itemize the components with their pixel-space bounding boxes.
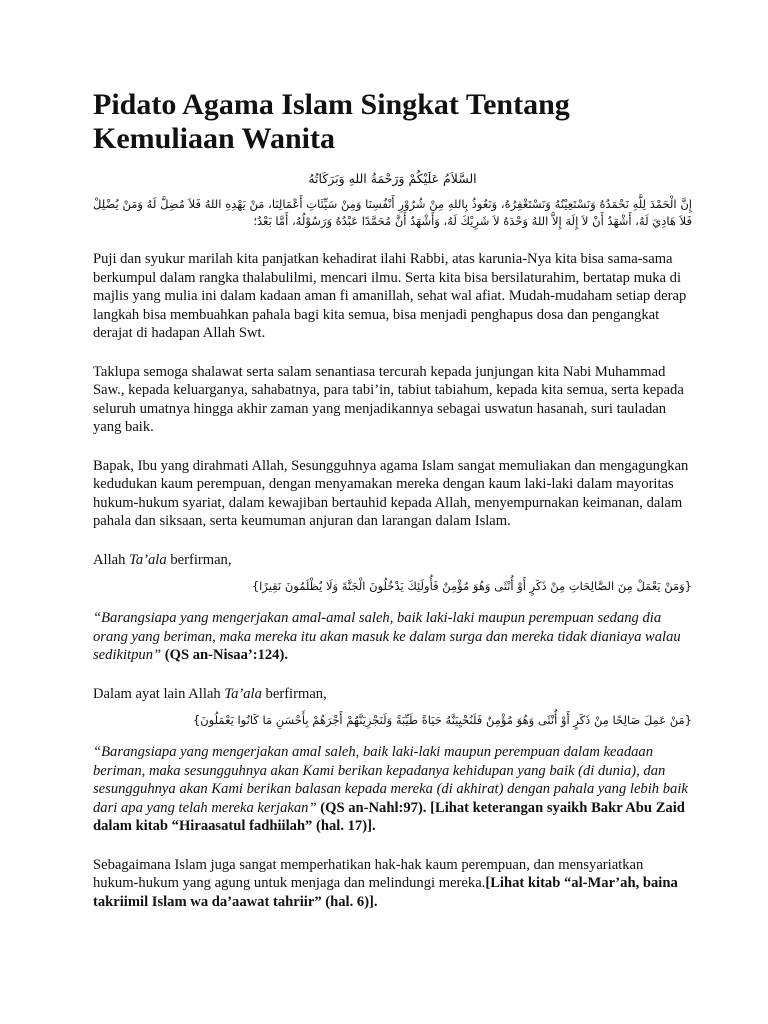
firman-post: berfirman, [261, 685, 327, 702]
translation-reference: (QS an-Nisaa’:124). [161, 647, 288, 663]
salam-arabic: السَّلاَمُ عَلَيْكُمْ وَرَحْمَةُ اللهِ وَبَرَكَاتُهُ [308, 171, 477, 186]
firman-italic: Ta’ala [129, 551, 167, 568]
verse-an-nahl-arabic: {مَنْ عَمِلَ صَالِحًا مِنْ ذَكَرٍ أَوْ أُنْثَى وَهُوَ مُؤْمِنٌ فَلَنُحْيِيَنَّهُ حَيَاةً طَيِّبَةً وَلَنَجْزِيَنَّهُمْ أَجْرَهُمْ بِأَحْسَنِ مَا كَانُوا يَعْمَلُونَ} [192, 713, 692, 727]
page-title: Pidato Agama Islam Singkat Tentang Kemuliaan Wanita [93, 88, 570, 155]
translation-an-nahl [93, 743, 692, 836]
paragraph-shalawat: Taklupa semoga shalawat serta salam senantiasa tercurah kepada junjungan kita Nabi Muhammad Saw., kepada keluarganya, sahabatnya, para tabi’in, tabiut tabiahum, kepada kita semua, serta kepada seluruh umatnya hingga akhir zaman yang menjadikannya sebagai uswatun hasanah, suri tauladan yang baik. [93, 363, 684, 435]
verse-an-nisaa-arabic: {وَمَنْ يَعْمَلْ مِنَ الصَّالِحَاتِ مِنْ ذَكَرٍ أَوْ أُنْثَى وَهُوَ مُؤْمِنٌ فَأُولَئِكَ يَدْخُلُونَ الْجَنَّةَ وَلَا يُظْلَمُونَ نَقِيرًا} [251, 579, 692, 593]
hamdalah-arabic: إِنَّ الْحَمْدَ لِلَّهِ نَحْمَدُهُ وَنَسْتَعِيْنُهُ وَنَسْتَغْفِرُهُ، وَنَعُوذُ بِاللهِ مِنْ شُرُوْرِ أَنْفُسِنَا وَمِنْ سَيِّئَاتِ أَعْمَالِنَا، مَنْ يَهْدِهِ اللهُ فَلاَ مُضِلَّ لَهُ وَمَنْ يُضْلِلْ فَلاَ هَادِيَ لَهُ، أَشْهَدُ أَنْ لاَ إِلَهَ إِلاَّ اللهُ وَحْدَهُ لاَ شَرِيْكَ لَهُ، وَأَشْهَدُ أَنَّ مُحَمَّدًا عَبْدُهُ وَرَسُوْلُهُ، أَمَّا بَعْدُ؛ [93, 197, 692, 228]
firman-pre: Dalam ayat lain Allah [93, 685, 225, 702]
translation-text: “Barangsiapa yang mengerjakan amal saleh, baik laki-laki maupun perempuan dalam keadaan beriman, maka sesungguhnya akan Kami berikan kepadanya kehidupan yang baik (di dunia), dan sesungguhnya akan Kami berikan balasan kepada mereka (di akhirat) dengan pahala yang lebih baik dari apa yang telah mereka kerjakan” [93, 744, 688, 816]
translation-an-nisaa [93, 609, 692, 665]
paragraph-kedudukan: Bapak, Ibu yang dirahmati Allah, Sesungguhnya agama Islam sangat memuliakan dan mengagungkan kedudukan kaum perempuan, dengan menyamakan mereka dengan kaum laki-laki dalam mayoritas hukum-hukum syariat, dalam kewajiban bertauhid kepada Allah, menyempurnakan keimanan, dalam pahala dan siksaan, serta keumuman anjuran dan larangan dalam Islam. [93, 457, 689, 529]
translation-reference: (QS an-Nahl:97). [Lihat keterangan syaikh Bakr Abu Zaid dalam kitab “Hiraasatul fadhiilah” (hal. 17)]. [93, 799, 685, 834]
translation-text: “Barangsiapa yang mengerjakan amal-amal saleh, baik laki-laki maupun perempuan sedang dia orang yang beriman, maka mereka itu akan masuk ke dalam surga dan mereka tidak dianiaya walau sedikitpun” [93, 610, 681, 663]
firman-pre: Allah [93, 551, 130, 568]
paragraph-reference: [Lihat kitab “al-Mar’ah, baina takriimil Islam wa da’aawat tahriir” (hal. 6)]. [93, 875, 678, 910]
firman-intro-1 [93, 551, 692, 570]
paragraph-opening: Puji dan syukur marilah kita panjatkan kehadirat ilahi Rabbi, atas karunia-Nya kita bisa sama-sama berkumpul dalam rangka thalabulilmi, mencari ilmu. Serta kita bisa bersilaturahim, bertatap muka di majlis yang mulia ini dalam kadaan aman fi amanillah, sehat wal afiat. Mudah-mudaham setiap derap langkah bisa membuahkan pahala bagi kita semua, bisa menjadi penghapus dosa dan pengangkat derajat di hadapan Allah Swt. [93, 251, 687, 341]
firman-intro-2 [93, 685, 692, 704]
paragraph-hak-perempuan [93, 856, 692, 912]
firman-post: berfirman, [166, 551, 232, 568]
paragraph-text: Sebagaimana Islam juga sangat memperhatikan hak-hak kaum perempuan, dan mensyariatkan hukum-hukum yang agung untuk menjaga dan melindungi mereka. [93, 856, 644, 891]
firman-italic: Ta’ala [224, 685, 262, 702]
